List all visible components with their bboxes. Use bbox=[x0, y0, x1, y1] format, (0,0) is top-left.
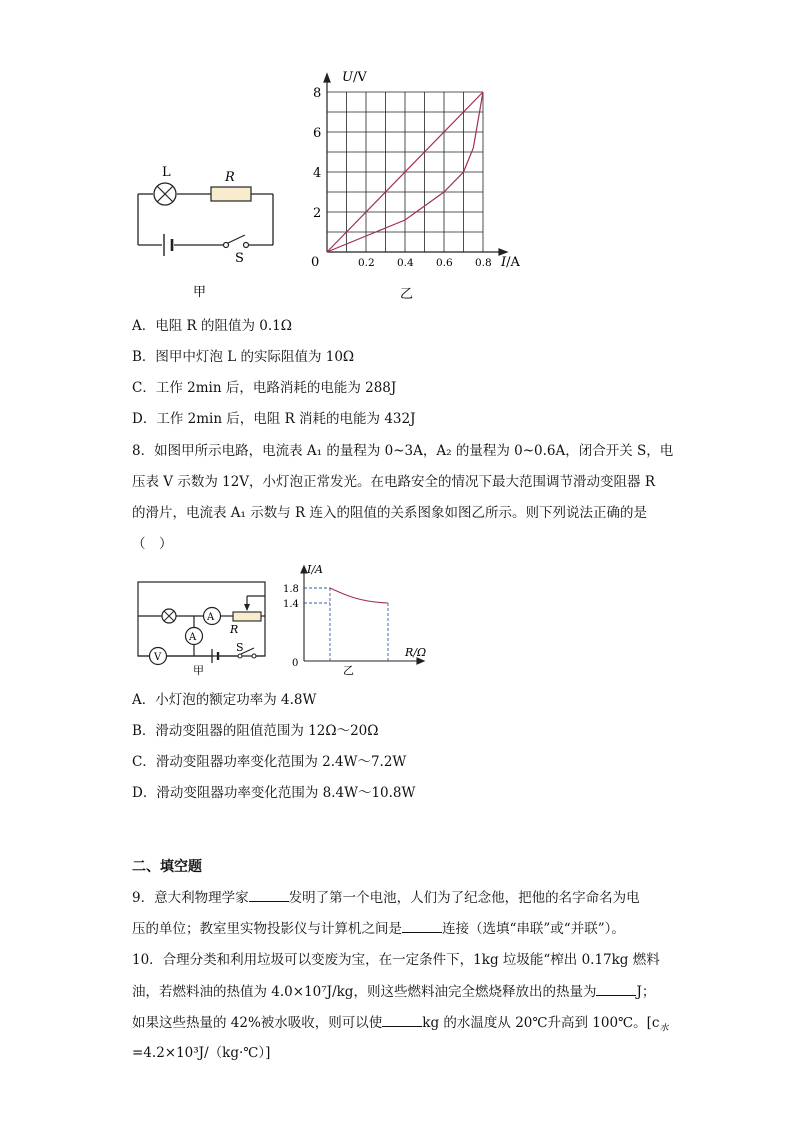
circuit-caption: 甲 bbox=[193, 285, 207, 300]
q7-graph-axes bbox=[324, 74, 507, 255]
origin-label: 0 bbox=[311, 255, 320, 270]
q7-figure bbox=[120, 70, 540, 305]
y-tick-label: 8 bbox=[313, 86, 322, 101]
q7-option-d: D．工作 2min 后，电阻 R 消耗的电能为 432J bbox=[132, 411, 416, 427]
q8-option-d: D．滑动变阻器功率变化范围为 8.4W～10.8W bbox=[132, 785, 416, 801]
q8-figure bbox=[120, 560, 440, 680]
q10-line3: 如果这些热量的 42%被水吸收，则可以使 kg 的水温度从 20℃升高到 100℃。[$c_水$ bbox=[132, 1012, 669, 1039]
resistor-label: R bbox=[225, 170, 235, 185]
rheostat-symbol bbox=[233, 612, 261, 621]
q8-stem-line1: 8．如图甲所示电路，电流表 A₁ 的量程为 0~3A，A₂ 的量程为 0~0.6A，闭合开关 S，电 bbox=[132, 443, 674, 459]
resistor-symbol bbox=[211, 187, 251, 201]
q7-option-c: C．工作 2min 后，电路消耗的电能为 288J bbox=[132, 380, 397, 396]
q10-line4: =4.2×10³J/（kg·℃）] bbox=[132, 1045, 271, 1061]
q9-blank-2[interactable] bbox=[402, 918, 442, 933]
battery-symbol bbox=[164, 234, 172, 256]
voltmeter-label: V bbox=[154, 652, 162, 663]
x-tick-label: 0.8 bbox=[475, 257, 492, 269]
q8-stem-line3: 的滑片，电流表 A₁ 示数与 R 连入的阻值的关系图象如图乙所示。则下列说法正确的是 bbox=[132, 505, 647, 521]
graph-caption: 乙 bbox=[400, 287, 414, 302]
q8-y-tick-1.8: 1.8 bbox=[283, 584, 299, 595]
q8-stem-line2: 压表 V 示数为 12V，小灯泡正常发光。在电路安全的情况下最大范围调节滑动变阻器 R bbox=[132, 474, 656, 490]
q8-y-tick-1.4: 1.4 bbox=[283, 599, 299, 610]
q8-current-curve bbox=[330, 588, 388, 603]
q8-graph-guides bbox=[304, 588, 388, 661]
y-tick-label: 6 bbox=[313, 126, 322, 141]
x-axis-label: I/A bbox=[501, 255, 520, 270]
lamp-label: L bbox=[162, 165, 171, 180]
q8-stem-line4: （ ） bbox=[132, 536, 173, 552]
q10-blank-1[interactable] bbox=[596, 981, 636, 996]
y-tick-label: 2 bbox=[313, 206, 322, 221]
q10-blank-2[interactable] bbox=[382, 1012, 422, 1027]
q10-line1: 10．合理分类和利用垃圾可以变废为宝，在一定条件下，1kg 垃圾能“榨出 0.17kg 燃料 bbox=[132, 952, 660, 968]
switch-label: S bbox=[235, 251, 244, 266]
lamp-symbol bbox=[154, 183, 176, 205]
q8-option-a: A．小灯泡的额定功率为 4.8W bbox=[132, 692, 317, 708]
y-axis-label: U/V bbox=[342, 70, 367, 85]
x-tick-label: 0.4 bbox=[397, 257, 414, 269]
q8-origin-label: 0 bbox=[292, 658, 299, 669]
ammeter-a1-label: A bbox=[207, 612, 215, 623]
q9-line1: 9．意大利物理学家 发明了第一个电池，人们为了纪念他，把他的名字命名为电 bbox=[132, 887, 640, 908]
q10-line2: 油，若燃料油的热值为 4.0×10⁷J/kg，则这些燃料油完全燃烧释放出的热量为 J； bbox=[132, 981, 655, 1002]
q9-line2: 压的单位；教室里实物投影仪与计算机之间是 连接（选填“串联”或“并联”）。 bbox=[132, 918, 625, 939]
q9-blank-1[interactable] bbox=[249, 887, 289, 902]
q8-option-b: B．滑动变阻器的阻值范围为 12Ω～20Ω bbox=[132, 723, 379, 739]
q8-x-axis-label: R/Ω bbox=[405, 646, 427, 659]
rheostat-label: R bbox=[230, 623, 239, 636]
q8-y-axis-label: I/A bbox=[307, 563, 323, 576]
ammeter-a2-label: A bbox=[189, 632, 197, 643]
q7-option-a: A．电阻 R 的阻值为 0.1Ω bbox=[132, 318, 292, 334]
q8-option-c: C．滑动变阻器功率变化范围为 2.4W～7.2W bbox=[132, 754, 407, 770]
q8-circuit-caption: 甲 bbox=[193, 664, 204, 677]
q8-graph-caption: 乙 bbox=[343, 664, 354, 677]
x-tick-label: 0.2 bbox=[358, 257, 375, 269]
y-tick-label: 4 bbox=[313, 166, 322, 181]
switch-symbol bbox=[224, 235, 249, 248]
lamp-symbol-2 bbox=[162, 609, 176, 623]
section-title: 二、填空题 bbox=[132, 859, 202, 875]
q7-option-b: B．图甲中灯泡 L 的实际阻值为 10Ω bbox=[132, 349, 355, 365]
switch-label-2: S bbox=[236, 641, 244, 654]
x-tick-label: 0.6 bbox=[436, 257, 453, 269]
